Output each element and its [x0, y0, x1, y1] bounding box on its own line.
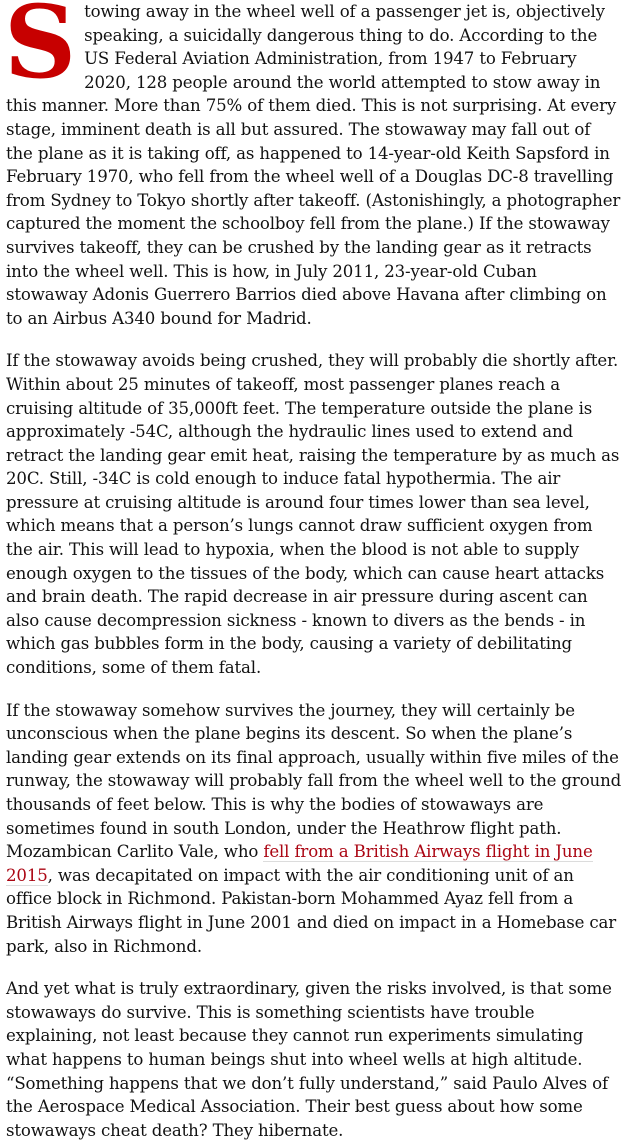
paragraph-1	[6, 0, 622, 330]
paragraph-1-text: towing away in the wheel well of a passenger jet is, objectively speaking, a suicidally dangerous thing to do. According to the US Federal Aviation Administration, from 1947 to February 2020, 128 people around the world attempted to stow away in this manner. More than 75% of them died. This is not surprising. At every stage, imminent death is all but assured. The stowaway may fall out of the plane as it is taking off, as happened to 14-year-old Keith Sapsford in February 1970, who fell from the wheel well of a Douglas DC-8 travelling from Sydney to Tokyo shortly after takeoff. (Astonishingly, a photographer captured the moment the schoolboy fell from the plane.) If the stowaway survives takeoff, they can be crushed by the landing gear as it retracts into the wheel well. This is how, in July 2011, 23-year-old Cuban stowaway Adonis Guerrero Barrios died above Havana after climbing on to an Airbus A340 bound for Madrid.	[6, 2, 621, 328]
british-airways-flight-link[interactable]: fell from a British Airways flight in June 2015	[6, 842, 593, 885]
paragraph-3-text-after-link: , was decapitated on impact with the air conditioning unit of an office block in Richmond. Pakistan-born Mohammed Ayaz fell from a British Airways flight in June 2001 and died on impact in a Homebase car park, also in Richmond.	[6, 865, 617, 956]
paragraph-4: And yet what is truly extraordinary, given the risks involved, is that some stowaways do survive. This is something scientists have trouble explaining, not least because they cannot run experiments simulating what happens to human beings shut into wheel wells at high altitude. “Something happens that we don’t fully understand,” said Paulo Alves of the Aerospace Medical Association. Their best guess about how some stowaways cheat death? They hibernate.	[6, 979, 612, 1140]
paragraph-3-text-before-link: If the stowaway somehow survives the journey, they will certainly be unconscious when the plane begins its descent. So when the plane’s landing gear extends on its final approach, usually within five miles of the runway, the stowaway will probably fall from the wheel well to the ground thousands of feet below. This is why the bodies of stowaways are sometimes found in south London, under the Heathrow flight path. Mozambican Carlito Vale, who	[6, 700, 622, 862]
drop-cap: S	[4, 0, 77, 101]
paragraph-2: If the stowaway avoids being crushed, they will probably die shortly after. Within about 25 minutes of takeoff, most passenger planes reach a cruising altitude of 35,000ft feet. The temperature outside the plane is approximately -54C, although the hydraulic lines used to extend and retract the landing gear emit heat, raising the temperature by as much as 20C. Still, -34C is cold enough to induce fatal hypothermia. The air pressure at cruising altitude is around four times lower than sea level, which means that a person’s lungs cannot draw sufficient oxygen from the air. This will lead to hypoxia, when the blood is not able to supply enough oxygen to the tissues of the body, which can cause heart attacks and brain death. The rapid decrease in air pressure during ascent can also cause decompression sickness - known to divers as the bends - in which gas bubbles form in the body, causing a variety of debilitating conditions, some of them fatal.	[6, 351, 620, 678]
paragraph-3	[6, 699, 622, 959]
